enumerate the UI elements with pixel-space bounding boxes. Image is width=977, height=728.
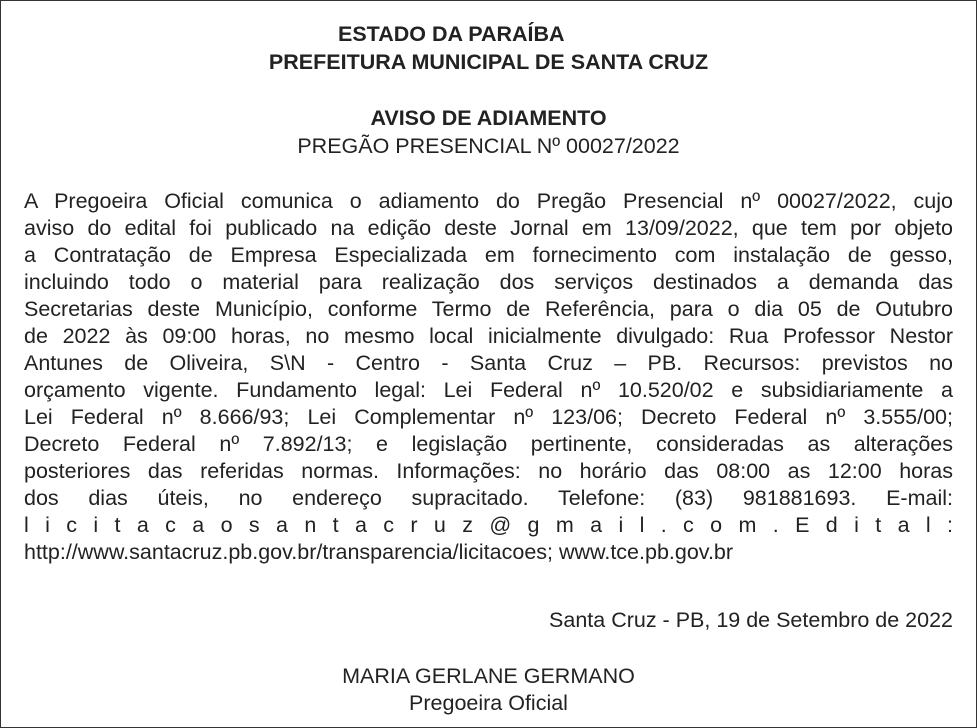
city-hall-heading: PREFEITURA MUNICIPAL DE SANTA CRUZ <box>268 50 709 74</box>
body-line: Secretarias deste Município, conforme Termo de Referência, para o dia 05 de Outubro <box>24 297 953 321</box>
body-line: posteriores das referidas normas. Informações: no horário das 08:00 as 12:00 horas <box>24 459 953 483</box>
signer-role: Pregoeira Oficial <box>409 691 568 715</box>
edital-url-line: http://www.santacruz.pb.gov.br/transparencia/licitacoes; www.tce.pb.gov.br <box>24 540 734 564</box>
notice-title: AVISO DE ADIAMENTO <box>370 106 607 130</box>
body-line: aviso do edital foi publicado na edição deste Jornal em 13/09/2022, que tem por objeto <box>24 216 953 240</box>
body-line: orçamento vigente. Fundamento legal: Lei Federal nº 10.520/02 e subsidiariamente a <box>24 378 953 402</box>
notice-subtitle: PREGÃO PRESENCIAL Nº 00027/2022 <box>297 134 680 158</box>
body-line: a Contratação de Empresa Especializada em fornecimento com instalação de gesso, <box>24 243 953 267</box>
body-line: incluindo todo o material para realização dos serviços destinados a demanda das <box>24 270 953 294</box>
body-line: Decreto Federal nº 7.892/13; e legislação pertinente, consideradas as alterações <box>24 432 953 456</box>
body-line: Antunes de Oliveira, S\N - Centro - Santa Cruz – PB. Recursos: previstos no <box>24 351 953 375</box>
body-line: A Pregoeira Oficial comunica o adiamento do Pregão Presencial nº 00027/2022, cujo <box>24 189 953 213</box>
body-line: dos dias úteis, no endereço supracitado. Telefone: (83) 981881693. E-mail: <box>24 486 953 510</box>
place-date: Santa Cruz - PB, 19 de Setembro de 2022 <box>549 608 953 632</box>
state-heading: ESTADO DA PARAÍBA <box>338 22 565 46</box>
email-edital-line: l i c i t a c a o s a n t a c r u z @ g m a i l . c o m . E d i t a l : <box>24 513 953 537</box>
body-line: de 2022 às 09:00 horas, no mesmo local inicialmente divulgado: Rua Professor Nestor <box>24 324 953 348</box>
body-line: Lei Federal nº 8.666/93; Lei Complementar nº 123/06; Decreto Federal nº 3.555/00; <box>24 405 953 429</box>
signer-name: MARIA GERLANE GERMANO <box>342 664 635 688</box>
